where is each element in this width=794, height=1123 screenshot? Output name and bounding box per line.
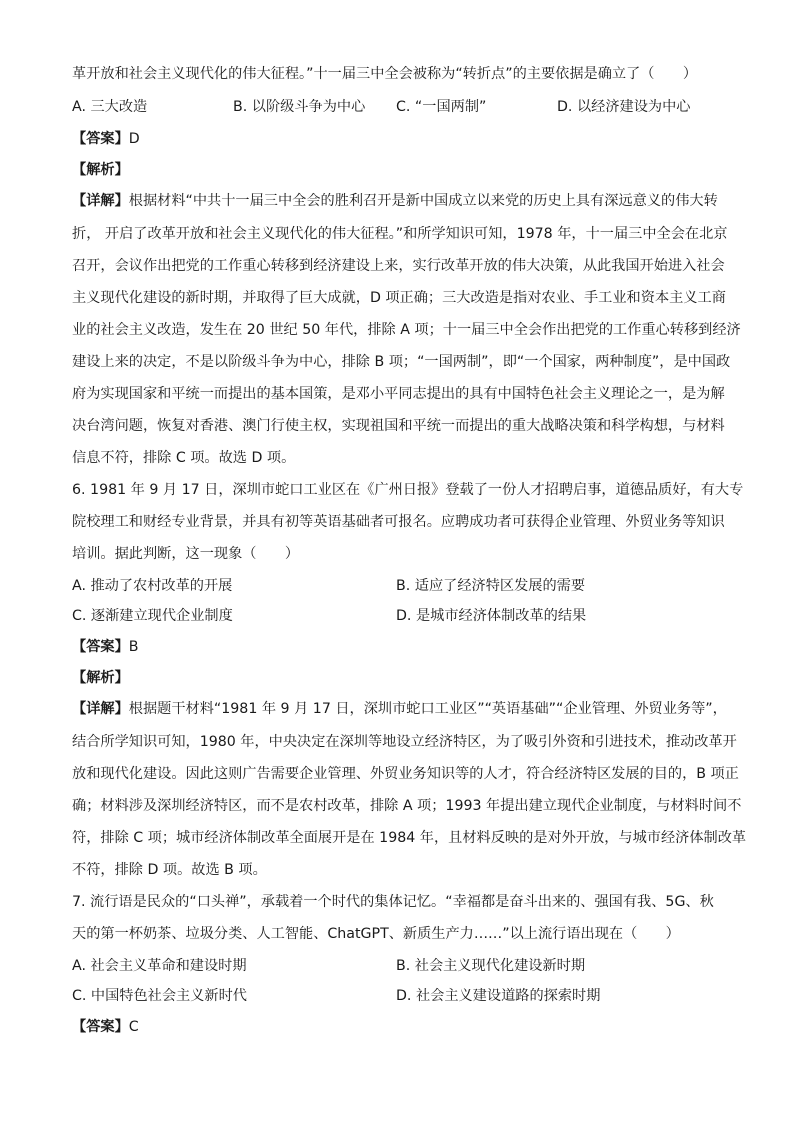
q6-stem-line: 6. 1981 年 9 月 17 日，深圳市蛇口工业区在《广州日报》登载了一份人才招聘启事，道德品质好，有大专 (72, 482, 744, 498)
answer-value: B (128, 639, 139, 655)
q5-analysis-heading (72, 160, 732, 180)
q7-stem-line: 7. 流行语是民众的“口头禅”，承载着一个时代的集体记忆。“幸福都是奋斗出来的、强国有我、5G、秋 (72, 894, 714, 910)
q5-option-d: D. 以经济建设为中心 (557, 99, 691, 115)
q6-stem-line: 培训。据此判断，这一现象（ ） (72, 546, 300, 562)
q5-stem-tail: 革开放和社会主义现代化的伟大征程。”十一届三中全会被称为“转折点”的主要依据是确立了（ ） (72, 66, 698, 82)
detail-text: 根据材料“中共十一届三中全会的胜利召开是新中国成立以来党的历史上具有深远意义的伟大转 (128, 193, 718, 209)
q5-detail-line: 召开，会议作出把党的工作重心转移到经济建设上来，实行改革开放的伟大决策，从此我国开始进入社会 (72, 258, 725, 274)
analysis-label: 【解析】 (72, 162, 129, 178)
q5-option-a: A. 三大改造 (72, 99, 148, 115)
q5-detail-line: 信息不符，排除 C 项。故选 D 项。 (72, 450, 296, 466)
answer-value: C (128, 1019, 139, 1035)
answer-value: D (128, 131, 140, 147)
q7-option-d: D. 社会主义建设道路的探索时期 (396, 988, 601, 1004)
q6-option-c: C. 逐渐建立现代企业制度 (72, 608, 233, 624)
q6-detail-line: 确；材料涉及深圳经济特区，而不是农村改革，排除 A 项；1993 年提出建立现代企业制度，与材料时间不 (72, 798, 742, 814)
detail-label: 【详解】 (72, 193, 129, 209)
q5-option-b: B. 以阶级斗争为中心 (233, 99, 366, 115)
q5-option-c: C. “一国两制” (396, 99, 487, 115)
q5-answer (72, 129, 732, 149)
q6-option-b: B. 适应了经济特区发展的需要 (396, 578, 586, 594)
q7-option-b: B. 社会主义现代化建设新时期 (396, 958, 586, 974)
q7-option-c: C. 中国特色社会主义新时代 (72, 988, 247, 1004)
q5-detail-line: 府为实现国家和平统一而提出的基本国策，是邓小平同志提出的具有中国特色社会主义理论之一，是为解 (72, 386, 725, 402)
q5-detail-line: 业的社会主义改造，发生在 20 世纪 50 年代，排除 A 项；十一届三中全会作出把党的工作重心转移到经济 (72, 322, 741, 338)
q7-answer (72, 1017, 732, 1037)
answer-label: 【答案】 (72, 639, 129, 655)
q6-detail-line: 结合所学知识可知，1980 年，中央决定在深圳等地设立经济特区，为了吸引外资和引进技术，推动改革开 (72, 734, 737, 750)
answer-label: 【答案】 (72, 1019, 129, 1035)
q5-detail-line: 决台湾问题，恢复对香港、澳门行使主权，实现祖国和平统一而提出的重大战略决策和科学构想，与材料 (72, 418, 725, 434)
q6-answer (72, 637, 732, 657)
analysis-label: 【解析】 (72, 670, 129, 686)
q6-analysis-heading (72, 668, 732, 688)
answer-label: 【答案】 (72, 131, 129, 147)
detail-label: 【详解】 (72, 701, 129, 717)
q6-option-a: A. 推动了农村改革的开展 (72, 578, 233, 594)
q7-stem-line: 天的第一杯奶茶、垃圾分类、人工智能、ChatGPT、新质生产力……”以上流行语出现在（ ） (72, 926, 680, 942)
q6-detail-line: 放和现代化建设。因此这则广告需要企业管理、外贸业务知识等的人才，符合经济特区发展的目的，B 项正 (72, 766, 739, 782)
q5-detail-line: 建设上来的决定，不是以阶级斗争为中心，排除 B 项；“一国两制”，即“一个国家，两种制度”，是中国政 (72, 354, 731, 370)
q5-detail-line (72, 191, 732, 211)
q6-stem-line: 院校理工和财经专业背景，并具有初等英语基础者可报名。应聘成功者可获得企业管理、外贸业务等知识 (72, 514, 725, 530)
q7-option-a: A. 社会主义革命和建设时期 (72, 958, 247, 974)
q6-detail-line (72, 699, 732, 719)
q5-detail-line: 主义现代化建设的新时期，并取得了巨大成就，D 项正确；三大改造是指对农业、手工业和资本主义工商 (72, 290, 726, 306)
q5-detail-line: 折， 开启了改革开放和社会主义现代化的伟大征程。”和所学知识可知，1978 年，十一届三中全会在北京 (72, 226, 728, 242)
q6-detail-line: 不符，排除 D 项。故选 B 项。 (72, 862, 267, 878)
detail-text: 根据题干材料“1981 年 9 月 17 日，深圳市蛇口工业区”“英语基础”“企业管理、外贸业务等”， (128, 701, 727, 717)
q6-option-d: D. 是城市经济体制改革的结果 (396, 608, 587, 624)
q6-detail-line: 符，排除 C 项；城市经济体制改革全面展开是在 1984 年，且材料反映的是对外开放，与城市经济体制改革 (72, 830, 747, 846)
